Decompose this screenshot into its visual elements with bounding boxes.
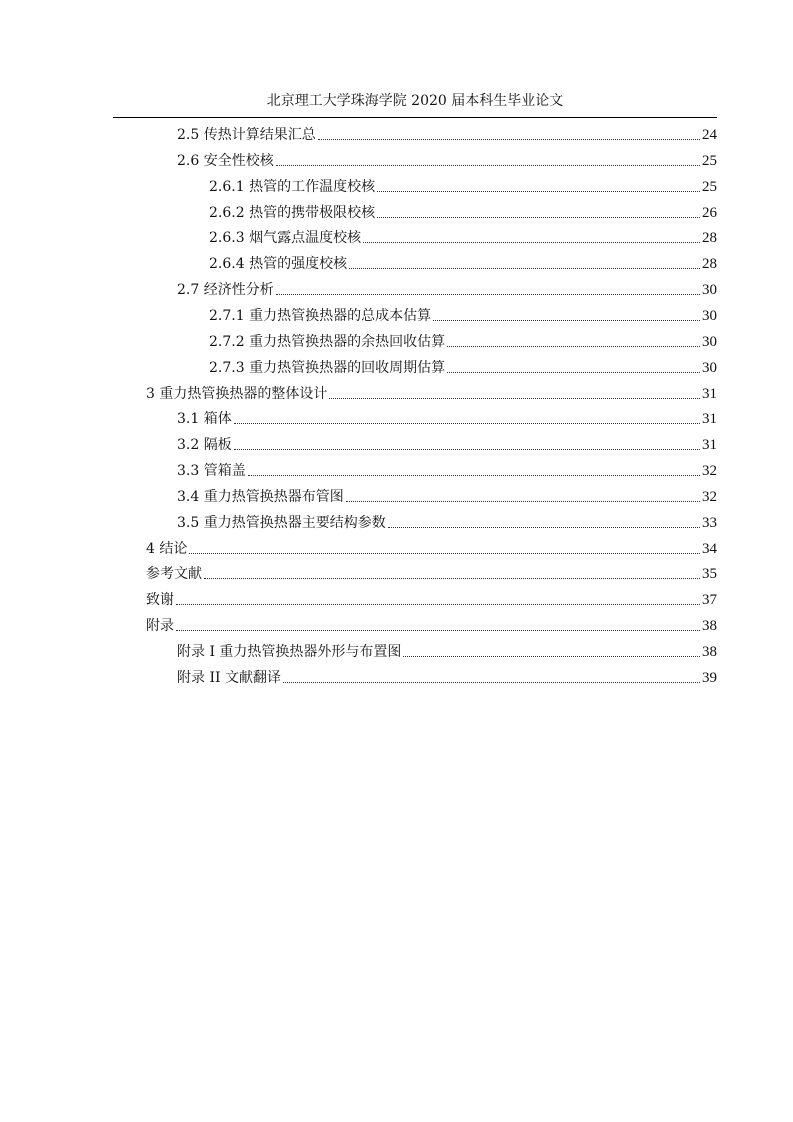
toc-entry-title: 2.6.4 热管的强度校核	[209, 256, 348, 273]
header-rule	[113, 117, 717, 118]
toc-entry-title: 附录 I 重力热管换热器外形与布置图	[177, 644, 402, 660]
toc-entry-title: 2.7 经济性分析	[177, 282, 274, 299]
toc-dot-leader	[377, 191, 700, 192]
toc-entry-title: 参考文献	[146, 566, 202, 583]
toc-entry-page-number: 30	[702, 282, 717, 299]
toc-entry[interactable]	[177, 458, 717, 480]
toc-dot-leader	[189, 553, 700, 554]
toc-dot-leader	[276, 165, 700, 166]
toc-dot-leader	[318, 139, 700, 140]
toc-entry-title: 3.4 重力热管换热器布管图	[177, 488, 344, 505]
toc-dot-leader	[349, 268, 700, 269]
toc-entry[interactable]	[146, 536, 717, 558]
toc-entry-title: 2.6 安全性校核	[177, 152, 274, 169]
toc-entry-page-number: 31	[702, 437, 717, 454]
toc-entry[interactable]	[177, 665, 717, 687]
toc-entry[interactable]	[177, 277, 717, 299]
toc-entry-title: 2.6.1 热管的工作温度校核	[209, 178, 376, 195]
toc-dot-leader	[176, 604, 700, 605]
toc-entry[interactable]	[146, 613, 717, 635]
toc-entry-page-number: 31	[702, 411, 717, 428]
toc-dot-leader	[276, 294, 700, 295]
toc-entry-page-number: 34	[702, 540, 717, 557]
toc-entry[interactable]	[177, 484, 717, 506]
toc-entry-title: 3.3 管箱盖	[177, 463, 246, 480]
toc-entry-title: 3.5 重力热管换热器主要结构参数	[177, 514, 386, 531]
toc-entry[interactable]	[177, 148, 717, 170]
toc-dot-leader	[363, 242, 700, 243]
toc-dot-leader	[234, 423, 700, 424]
toc-entry-page-number: 30	[702, 333, 717, 350]
toc-entry-title: 2.5 传热计算结果汇总	[177, 127, 316, 143]
toc-dot-leader	[388, 527, 700, 528]
toc-entry-title: 4 结论	[146, 540, 188, 557]
toc-entry-page-number: 26	[702, 204, 717, 221]
toc-entry[interactable]	[209, 200, 717, 222]
toc-dot-leader	[447, 372, 700, 373]
toc-dot-leader	[283, 682, 700, 683]
toc-dot-leader	[234, 449, 700, 450]
toc-entry-title: 附录	[146, 618, 174, 635]
toc-entry-page-number: 31	[702, 385, 717, 402]
toc-entry-title: 2.6.3 烟气露点温度校核	[209, 230, 362, 247]
toc-entry-page-number: 32	[702, 463, 717, 480]
toc-entry-title: 3.1 箱体	[177, 411, 232, 428]
toc-entry[interactable]	[177, 122, 717, 144]
toc-entry-title: 2.6.2 热管的携带极限校核	[209, 204, 376, 221]
toc-entry[interactable]	[209, 329, 717, 351]
toc-entry-page-number: 28	[702, 256, 717, 273]
toc-entry-page-number: 28	[702, 230, 717, 247]
toc-entry-title: 2.7.1 重力热管换热器的总成本估算	[209, 307, 432, 324]
toc-entry[interactable]	[177, 639, 717, 661]
toc-entry[interactable]	[146, 381, 717, 403]
toc-entry[interactable]	[209, 251, 717, 273]
toc-entry-page-number: 25	[702, 178, 717, 195]
toc-entry-page-number: 24	[702, 127, 717, 143]
page-header: 北京理工大学珠海学院 2020 届本科生毕业论文	[266, 93, 564, 109]
toc-entry[interactable]	[177, 406, 717, 428]
toc-entry-page-number: 35	[702, 566, 717, 583]
toc-entry[interactable]	[209, 174, 717, 196]
toc-dot-leader	[204, 578, 700, 579]
toc-entry-page-number: 39	[702, 669, 717, 686]
toc-dot-leader	[403, 656, 700, 657]
toc-entry-title: 2.7.3 重力热管换热器的回收周期估算	[209, 359, 446, 376]
toc-dot-leader	[447, 346, 700, 347]
toc-entry-page-number: 38	[702, 618, 717, 635]
toc-entry-page-number: 30	[702, 359, 717, 376]
toc-entry-title: 3 重力热管换热器的整体设计	[146, 385, 328, 402]
toc-dot-leader	[248, 475, 700, 476]
toc-entry[interactable]	[146, 587, 717, 609]
toc-entry-page-number: 32	[702, 488, 717, 505]
toc-entry-title: 致谢	[146, 592, 174, 609]
toc-entry-page-number: 37	[702, 592, 717, 609]
toc-entry-page-number: 25	[702, 152, 717, 169]
toc-entry[interactable]	[177, 510, 717, 532]
toc-dot-leader	[346, 501, 700, 502]
toc-dot-leader	[329, 398, 700, 399]
toc-entry-page-number: 38	[702, 644, 717, 660]
toc-entry-title: 3.2 隔板	[177, 437, 232, 454]
toc-entry[interactable]	[209, 355, 717, 377]
toc-entry[interactable]	[209, 225, 717, 247]
toc-dot-leader	[377, 217, 700, 218]
toc-entry[interactable]	[177, 432, 717, 454]
toc-entry-page-number: 33	[702, 514, 717, 531]
toc-entry[interactable]	[146, 561, 717, 583]
toc-dot-leader	[176, 630, 700, 631]
toc-entry-title: 附录 II 文献翻译	[177, 669, 281, 686]
toc-dot-leader	[433, 320, 700, 321]
toc-entry[interactable]	[209, 303, 717, 325]
toc-entry-page-number: 30	[702, 307, 717, 324]
toc-entry-title: 2.7.2 重力热管换热器的余热回收估算	[209, 333, 446, 350]
